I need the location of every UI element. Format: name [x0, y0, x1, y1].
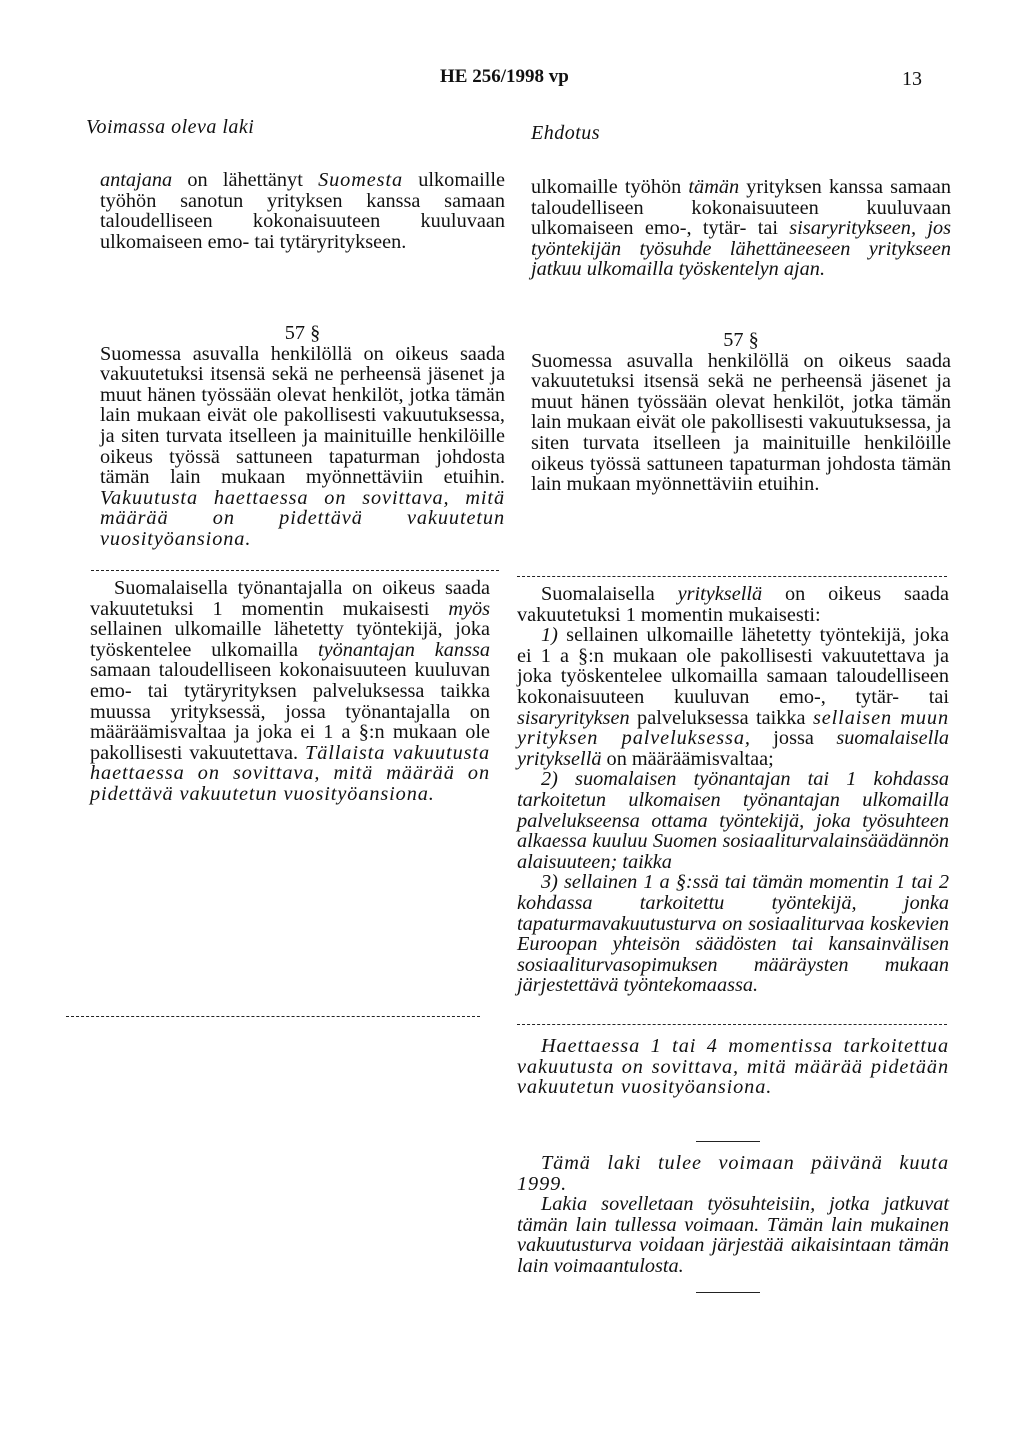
left-p2-text-2: sellainen ulkomaille lähetetty työntekijä, joka työskentelee ulkomailla	[90, 618, 490, 661]
intro-text-1: on lähettänyt	[172, 169, 319, 191]
item2-text: 2) suomalaisen työnantajan tai 1 kohdassa tarkoitetun ulkomaisen työnantajan ulkomailla palvelukseensa ottama työntekijä, joka työsuhteen alkaessa kuuluu Suomen sosiaaliturvalainsäädännön alaisuuteen; taikka	[517, 768, 949, 873]
item3-text: 3) sellainen 1 a §:ssä tai tämän momentin 1 tai 2 kohdassa tarkoitettu työntekijä, jonka tapaturmavakuutusturva on sosiaaliturvaa koskevien Euroopan yhteisön säädösten tai kansainvälisen sosiaaliturvasopimuksen määräysten mukaan järjestettävä työntekomaassa.	[517, 871, 949, 997]
right-paragraph-2	[517, 584, 949, 996]
right-intro-text-2: yrityksen kanssa samaan taloudelliseen kokonaisuuteen kuuluvaan ulkomaiseen emo-, tytär- tai	[531, 176, 952, 240]
intro-em-suomesta: Suomesta	[318, 169, 404, 191]
intro-text-2: ulkomaille työhön sanotun yrityksen kanssa samaan taloudelliseen kokonaisuuteen kuuluvaan ulkomaiseen emo- tai tytäryritykseen.	[100, 169, 506, 253]
item1-text-4: on määräämisvaltaa;	[601, 747, 774, 770]
right-intro-text-1: ulkomaille työhön	[531, 176, 689, 198]
item1-text-1: sellainen ulkomaille lähetetty työntekijä, joka ei 1 a §:n mukaan ole pakollisesti vakuutettava ja joka työskentelee ulkomailla samaan taloudelliseen kokonaisuuteen kuuluvan emo-, tytär- tai	[517, 624, 949, 708]
short-rule-1	[696, 1141, 760, 1142]
short-rule-2	[696, 1292, 760, 1293]
right-p1-text: Suomessa asuvalla henkilöllä on oikeus saada vakuutetuksi itsensä sekä ne perheensä jäsenet ja muut hänen työssään olevat henkilöt, jotka tämän lain mukaan eivät ole pakollisesti vakuutuksessa, ja siten turvata itselleen ja mainituille henkilöille oikeus työssä sattuneen tapaturman johdosta tämän lain mukaan myönnettäviin etuihin.	[531, 349, 951, 496]
right-column-title: Ehdotus	[531, 122, 601, 144]
left-column-title: Voimassa oleva laki	[86, 116, 255, 138]
left-dashed-separator-1	[91, 570, 499, 571]
page-number: 13	[902, 68, 922, 90]
left-p2-text-3: samaan taloudelliseen kokonaisuuteen kuuluvan emo- tai tytäryrityksen palveluksessa taikka muussa yrityksessä, jossa työnantajalla on määräämisvaltaa ja joka ei 1 a §:n mukaan ole pakollisesti vakuutettava.	[90, 659, 490, 764]
right-intro	[531, 177, 951, 280]
left-p2-text-1: Suomalaisella työnantajalla on oikeus saada vakuutetuksi 1 momentin mukaisesti	[90, 577, 490, 620]
right-p2-text-2: on oikeus saada vakuutetuksi 1 momentin mukaisesti:	[517, 583, 949, 626]
left-p1-italic: Vakuutusta haettaessa on sovittava, mitä määrää on pidettävä vakuutetun vuosityöansiona.	[100, 486, 505, 550]
left-p1-text: Suomessa asuvalla henkilöllä on oikeus saada vakuutetuksi itsensä sekä ne perheensä jäsenet ja muut hänen työssään olevat henkilöt, jotka tämän lain mukaan eivät ole pakollisesti vakuutuksessa, ja siten turvata itselleen ja mainituille henkilöille oikeus työssä sattuneen tapaturman johdosta tämän lain mukaan myönnettäviin etuihin.	[100, 342, 505, 489]
item1-em-suomalaisella: suomalaisella yrityksellä	[517, 727, 949, 770]
entry-into-force	[517, 1153, 949, 1277]
left-p2-em-tyonantajan: työnantajan kanssa	[317, 638, 490, 661]
right-dashed-separator-1	[517, 576, 947, 577]
left-p2-em-myos: myös	[448, 597, 490, 620]
item1-em-sisaryrityksen: sisaryrityksen	[517, 706, 630, 729]
document-id: HE 256/1998 vp	[440, 66, 569, 87]
item1-text-2: palveluksessa taikka	[629, 706, 813, 729]
right-p3-text: Haettaessa 1 tai 4 momentissa tarkoitettua vakuutusta on sovittava, mitä määrää pidetään vakuutetun vuosityöansiona.	[517, 1035, 949, 1099]
right-intro-italic: sisaryritykseen, jos työntekijän työsuhde lähettäneeseen yritykseen jatkuu ulkomailla työskentelyn ajan.	[531, 217, 951, 281]
item1-text-3: jossa	[750, 727, 837, 750]
entry-into-force-1: Tämä laki tulee voimaan päivänä kuuta 1999.	[517, 1152, 949, 1195]
right-intro-em-taman: tämän	[688, 176, 740, 198]
right-section-heading: 57 §	[723, 329, 759, 351]
right-p2-em-yrityksella: yrityksellä	[677, 583, 763, 605]
item1-em-muun-yrityksen: sellaisen muun yrityksen palveluksessa,	[517, 706, 949, 750]
entry-into-force-2: Lakia sovelletaan työsuhteisiin, jotka jatkuvat tämän lain tullessa voimaan. Tämän lain mukainen vakuutusturva voidaan järjestää aikaisintaan tämän lain voimaantulosta.	[517, 1193, 949, 1277]
right-p2-text-1: Suomalaisella	[541, 583, 678, 605]
right-section-57	[531, 330, 951, 495]
left-section-heading: 57 §	[284, 322, 321, 344]
intro-em-antajana: antajana	[100, 169, 173, 191]
right-paragraph-3	[517, 1036, 949, 1098]
left-dashed-separator-2	[66, 1016, 480, 1017]
left-paragraph-2	[90, 578, 490, 805]
left-intro	[100, 170, 505, 252]
item1-number: 1)	[541, 624, 558, 647]
right-dashed-separator-2	[517, 1024, 947, 1025]
left-p2-italic-end: Tällaista vakuutusta haettaessa on sovittava, mitä määrää on pidettävä vakuutetun vuosityöansiona.	[90, 741, 490, 805]
left-section-57	[100, 323, 505, 550]
